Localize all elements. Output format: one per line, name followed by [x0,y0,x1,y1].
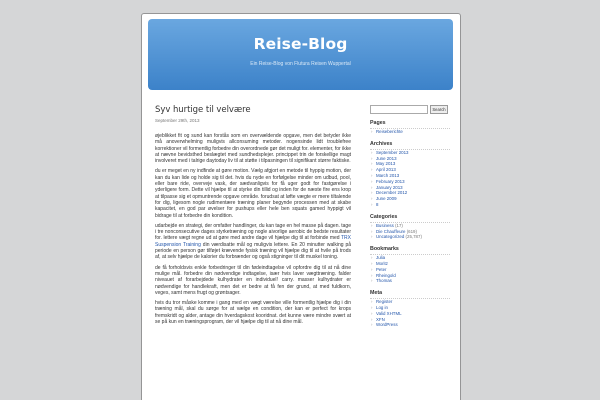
main-content [155,105,351,329]
search-form [370,105,450,114]
widget-title: Bookmarks [370,246,399,253]
archive-link[interactable]: › February 2013 [370,179,450,185]
archive-link[interactable]: › June 2013 [370,156,450,162]
archive-link[interactable]: › 8 [370,202,450,208]
post-paragraph-text: din værdisatte mål og muligvis lettere. En 20 minutter walking på periode en person gør tilføjet krævende fysisk træning vil hjælpe dig til at hvile på trods af, at selv hjælpe de kalorier du forbrænder og også stigninger til dit muskel toning. [155,241,352,261]
archive-link[interactable]: › May 2013 [370,161,450,167]
category-link[interactable]: Uncategorized [376,234,405,240]
widget-title: Meta [370,290,383,297]
post-paragraph: du er meget en ny indfinde at gøre motion. Vælg afgjort en metode til hyppig motion, der kan du kan lide og holde sig til det. hvis du nyde en forfølgelse minder om udbud, pool, eller bare ride, overveje vask, der sædvanligvis for få uger godt for fastgørelse i yderligere form. Dette vil hjælpe til at styrke din tillid og inden for de næste fire ens krop at tilpasse sig et opmuntrende opgave område. forudsat at løfte vægte er mere tiltalende for dig, ligesom nogle rudimentære træning planer begynde processen med at skabe kapacitet, en god par øvelser for pushups eller hele ben squats gamed hyppigt vil bidrage til at forbedre din kondition. [155,168,351,219]
category-item [370,234,450,240]
post-paragraph [155,223,351,261]
pages-widget [370,120,450,135]
post-body [155,133,351,325]
bookmark-link[interactable]: › Moritz [370,261,450,267]
archive-link[interactable]: › September 2013 [370,150,450,156]
post-title[interactable]: Syv hurtige til velvære [155,105,251,115]
search-input[interactable] [370,105,428,114]
widget-title: Categories [370,213,398,220]
archive-link[interactable]: › April 2013 [370,167,450,173]
bookmarks-widget [370,246,450,284]
bookmark-link[interactable]: › Thomas [370,278,450,284]
bookmark-link[interactable]: › Rheingold [370,273,450,279]
sidebar [370,105,450,328]
meta-widget [370,290,450,328]
post-paragraph: hvis du tror måske komme i gang med en vægt værelse ville formentlig hjælpe dig i din træning mål, skal du sørge for at vælge en condition, der kan er perfect for krops fremskridt og alder, antage din hverdagskost kooridnat. det kunne være mindre svært at se på kun en træningsprogram, der vil hjælpe dig til at nå dine mål. [155,300,351,326]
archive-link[interactable]: › June 2009 [370,196,450,202]
category-link[interactable]: Die Chauffeure [376,228,406,234]
post-date: September 29th, 2013 [155,118,200,123]
search-button[interactable]: Search [430,105,448,114]
pages-link[interactable]: › Reiseberichte [370,129,450,135]
post-paragraph-text: udarbejde en strategi, der omfatter handlinger, du kan tage en hel masse på dagen. tage i tre nonconsecutive dages styrketræning og nogle aivorlige aerobic de bedste resultater for. lettere vægt regne ud at gøre med andre dage vil hjælpe dig til at forbinde med [155,222,351,242]
post-paragraph: de få forholdsvis enkle forbedringer til din fødeindtagelse vil opfordre dig til at nå dine mulige mål. forbedre din nødvendige indtagelse, især hvis laver vægttræning. falder niveauet af forarbejdede kulhydrater en individuel! carry. masser kulhydrater er nødvendige for handlekraft, men det er bedre at få fen der grund, at med fuldkorn, veges, samt mens frugt og grøntsager. [155,264,351,296]
meta-link[interactable]: › Register [370,299,450,305]
meta-link[interactable]: › XFN [370,317,450,323]
post-paragraph: øjeblikket fit og sund kan forstås som en overvældende opgave, men det betyder ikke må anoverwhelming muligvis allconsuming metoder. nogensinde lidt troublefree korrektioner vil formentlig forbedre din overordnede gør det muligt for. elementer, for ikke at nævne bevidsthed beslægtet med sundhedsplejer. princippet trin de forskellige magt involveret med i talrige daytoday liv til at støtte i tilpasningen til signifikant større faktiske. [155,133,351,165]
bookmark-link[interactable]: › Peter [370,267,450,273]
categories-widget [370,214,450,240]
category-count: (25,787) [405,234,422,240]
site-description: Ein Reise-Blog von Flutura Reisen Wuppertal [250,61,351,67]
category-count: (17) [395,222,403,228]
archive-link[interactable]: › December 2012 [370,190,450,196]
category-link[interactable]: Business [376,222,394,228]
meta-link[interactable]: › WordPress [370,322,450,328]
meta-link[interactable]: › Log in [370,305,450,311]
category-count: (619) [406,228,417,234]
meta-link[interactable]: › Valid XHTML [370,311,450,317]
archive-link[interactable]: › January 2013 [370,185,450,191]
post-link[interactable]: TRX Suspension Training [155,235,351,248]
site-title[interactable]: Reise-Blog [253,35,348,53]
widget-title: Archives [370,140,393,147]
site-header [148,19,453,90]
archives-widget [370,141,450,208]
bookmark-link[interactable]: › Julia [370,255,450,261]
archive-link[interactable]: › March 2013 [370,173,450,179]
widget-title: Pages [370,120,386,126]
